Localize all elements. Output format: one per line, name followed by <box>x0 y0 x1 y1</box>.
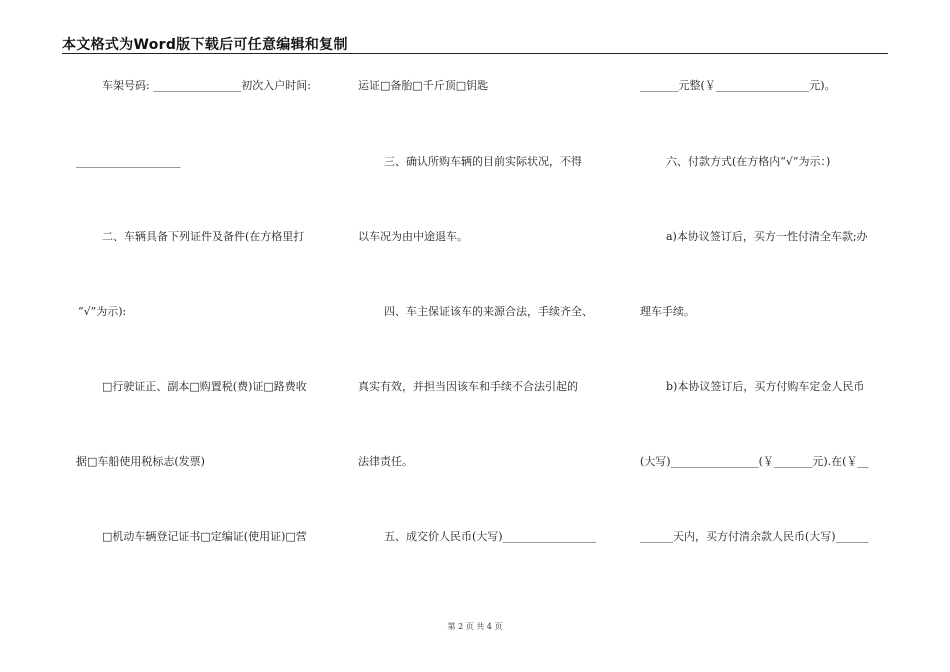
header-divider <box>62 53 888 54</box>
col3-line-1: _______元整(￥_________________元)。 <box>640 79 836 92</box>
col1-line-4: “√”为示): <box>78 305 127 318</box>
col2-line-4: 四、车主保证该车的来源合法，手续齐全、 <box>384 305 593 318</box>
col2-line-2: 三、确认所购车辆的目前实际状况，不得 <box>384 155 582 168</box>
page-number-footer: 第 2 页 共 4 页 <box>447 622 503 631</box>
col3-line-4: 理车手续。 <box>640 305 695 318</box>
col1-line-5: □行驶证正、副本□购置税(费)证□路费收 <box>102 380 307 393</box>
col2-line-6: 法律责任。 <box>358 455 413 468</box>
col1-line-1: 车架号码: ________________初次入户时间: <box>102 79 311 92</box>
col3-line-3: a)本协议签订后，买方一性付清全车款;办 <box>666 230 868 243</box>
col2-line-3: 以车况为由中途退车。 <box>358 230 468 243</box>
col1-line-3: 二、车辆具备下列证件及备件(在方格里打 <box>102 230 305 243</box>
col2-line-1: 运证□备胎□千斤顶□钥匙 <box>358 79 489 92</box>
col2-line-5: 真实有效，并担当因该车和手续不合法引起的 <box>358 380 578 393</box>
col3-line-7: ______天内，买方付清余款人民币(大写)______ <box>640 530 869 543</box>
col3-line-5: b)本协议签订后，买方付购车定金人民币 <box>666 380 865 393</box>
col1-line-2: ___________________ <box>76 155 181 168</box>
col3-line-6: (大写)________________(￥_______元).在(￥__ <box>640 455 869 468</box>
col1-line-6: 据□车船使用税标志(发票) <box>76 455 205 468</box>
col2-line-7: 五、成交价人民币(大写)_________________ <box>384 530 597 543</box>
col3-line-2: 六、付款方式(在方格内“√”为示：) <box>666 155 831 168</box>
document-header-title: 本文格式为Word版下载后可任意编辑和复制 <box>62 37 348 53</box>
col1-line-7: □机动车辆登记证书□定编证(使用证)□营 <box>102 530 307 543</box>
